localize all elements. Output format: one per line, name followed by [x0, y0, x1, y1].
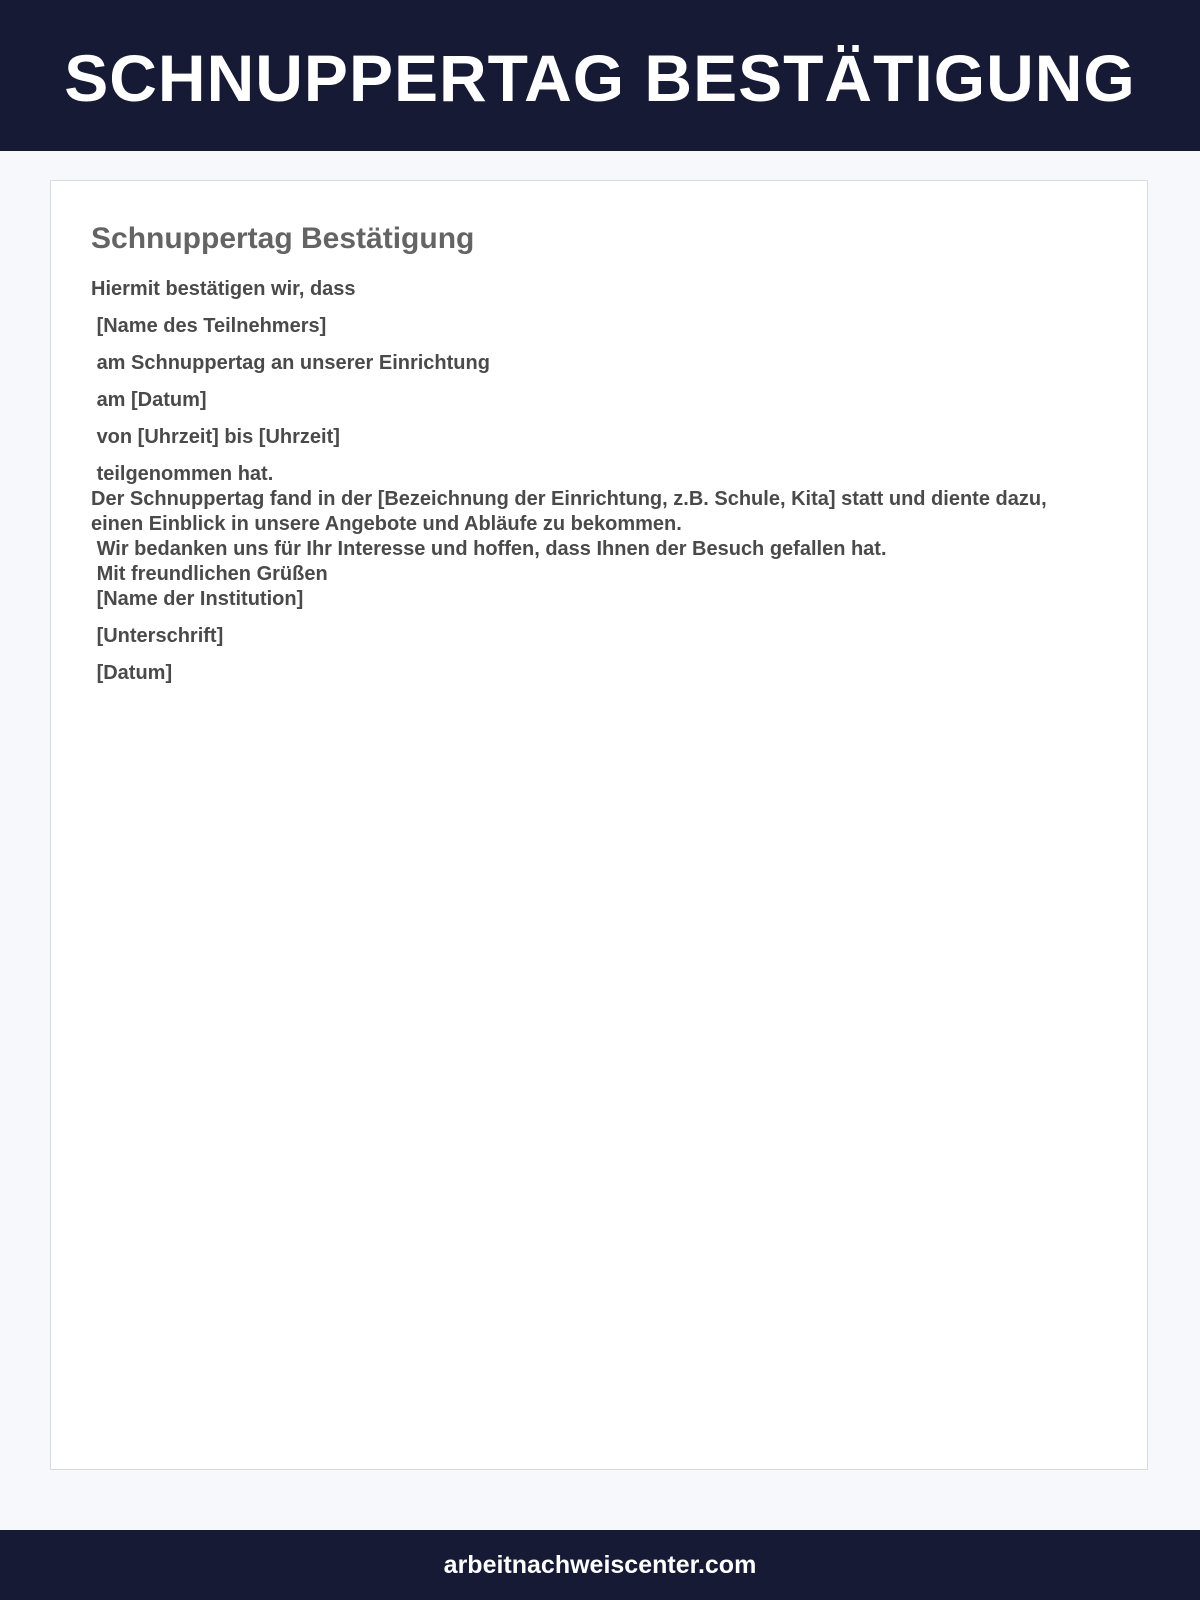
document-title: Schnuppertag Bestätigung [91, 222, 475, 255]
body-line-institution-visit: am Schnuppertag an unserer Einrichtung [91, 352, 490, 374]
body-line-closing: Mit freundlichen Grüßen [91, 563, 328, 585]
body-line-institution-name: [Name der Institution] [91, 588, 304, 610]
document-card [50, 180, 1148, 1470]
page-header [0, 0, 1200, 151]
body-line-description: Der Schnuppertag fand in der [Bezeichnung der Einrichtung, z.B. Schule, Kita] statt und diente dazu, einen Einblick in unsere Angebote und Abläufe zu bekommen. [91, 488, 1053, 535]
page-footer [0, 1530, 1200, 1600]
body-line-signature: [Unterschrift] [91, 625, 224, 647]
body-line-participated: teilgenommen hat. [91, 463, 274, 485]
body-line-signature-date: [Datum] [91, 662, 173, 684]
body-line-intro: Hiermit bestätigen wir, dass [91, 278, 356, 300]
footer-site-name: arbeitnachweiscenter.com [443, 1550, 757, 1579]
body-line-participant-name: [Name des Teilnehmers] [91, 315, 327, 337]
body-line-time: von [Uhrzeit] bis [Uhrzeit] [91, 426, 340, 448]
header-title: SCHNUPPERTAG BESTÄTIGUNG [64, 40, 1136, 115]
body-line-date: am [Datum] [91, 389, 207, 411]
document-body [91, 277, 1091, 686]
body-line-thanks: Wir bedanken uns für Ihr Interesse und hoffen, dass Ihnen der Besuch gefallen hat. [91, 538, 887, 560]
